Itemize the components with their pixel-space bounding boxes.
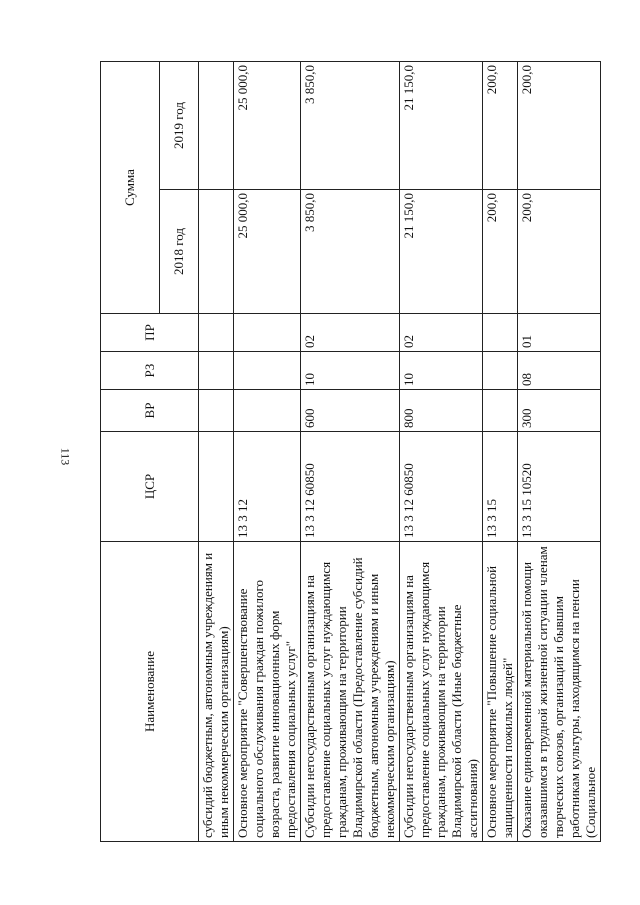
cell-rz xyxy=(234,352,301,390)
cell-2018: 200,0 xyxy=(483,190,518,314)
cell-vr xyxy=(483,390,518,432)
cell-2018: 3 850,0 xyxy=(301,190,400,314)
cell-2019: 25 000,0 xyxy=(234,62,301,190)
cell-vr xyxy=(234,390,301,432)
header-row xyxy=(101,62,160,842)
header-sum: Сумма xyxy=(101,62,160,314)
cell-pr: 02 xyxy=(301,314,400,352)
header-2019: 2019 год xyxy=(160,62,199,190)
cell-vr xyxy=(199,390,234,432)
cell-name: субсидий бюджетным, автономным учреждениям и иным некоммерческим организациям) xyxy=(199,542,234,842)
cell-name: Оказание единовременной материальной помощи оказавшимся в трудной жизненной ситуации членам творческих союзов, организаций и бывшим работникам культуры, находящимся на пенсии (Социальное xyxy=(518,542,601,842)
budget-table-rotated xyxy=(100,62,598,842)
cell-csr: 13 3 12 60850 xyxy=(301,432,400,542)
cell-rz xyxy=(483,352,518,390)
cell-name: Субсидии негосударственным организациям на предоставление социальных услуг нуждающимся гражданам, проживающим на территории Владимирской области (Иные бюджетные ассигнования) xyxy=(400,542,483,842)
table-row xyxy=(400,62,483,842)
table-row xyxy=(483,62,518,842)
cell-pr: 01 xyxy=(518,314,601,352)
cell-rz: 10 xyxy=(301,352,400,390)
cell-2019: 3 850,0 xyxy=(301,62,400,190)
table-row xyxy=(199,62,234,842)
cell-vr: 800 xyxy=(400,390,483,432)
header-rz: РЗ xyxy=(101,352,199,390)
cell-csr: 13 3 15 10520 xyxy=(518,432,601,542)
cell-pr xyxy=(483,314,518,352)
page-number: 113 xyxy=(58,447,73,466)
cell-2018: 25 000,0 xyxy=(234,190,301,314)
cell-2019: 21 150,0 xyxy=(400,62,483,190)
cell-pr: 02 xyxy=(400,314,483,352)
cell-vr: 300 xyxy=(518,390,601,432)
table-row xyxy=(301,62,400,842)
cell-name: Субсидии негосударственным организациям на предоставление социальных услуг нуждающимся гражданам, проживающим на территории Владимирской области (Предоставление субсидий бюджетным, автономным учреждениям и иным некоммерческим организациям) xyxy=(301,542,400,842)
cell-2018: 21 150,0 xyxy=(400,190,483,314)
cell-csr: 13 3 15 xyxy=(483,432,518,542)
cell-pr xyxy=(199,314,234,352)
cell-2019: 200,0 xyxy=(483,62,518,190)
cell-name: Основное мероприятие "Повышение социальной защищенности пожилых людей" xyxy=(483,542,518,842)
cell-csr: 13 3 12 xyxy=(234,432,301,542)
table-row xyxy=(234,62,301,842)
budget-table xyxy=(100,61,601,842)
cell-2019: 200,0 xyxy=(518,62,601,190)
cell-rz: 10 xyxy=(400,352,483,390)
header-2018: 2018 год xyxy=(160,190,199,314)
cell-csr xyxy=(199,432,234,542)
table-row xyxy=(518,62,601,842)
cell-vr: 600 xyxy=(301,390,400,432)
cell-name: Основное мероприятие "Совершенствование социального обслуживания граждан пожилого возраста, развитие инновационных форм предоставления социальных услуг" xyxy=(234,542,301,842)
cell-2018 xyxy=(199,190,234,314)
cell-pr xyxy=(234,314,301,352)
header-vr: ВР xyxy=(101,390,199,432)
header-name: Наименование xyxy=(101,542,199,842)
cell-rz: 08 xyxy=(518,352,601,390)
cell-2018: 200,0 xyxy=(518,190,601,314)
cell-rz xyxy=(199,352,234,390)
cell-2019 xyxy=(199,62,234,190)
header-pr: ПР xyxy=(101,314,199,352)
cell-csr: 13 3 12 60850 xyxy=(400,432,483,542)
header-csr: ЦСР xyxy=(101,432,199,542)
